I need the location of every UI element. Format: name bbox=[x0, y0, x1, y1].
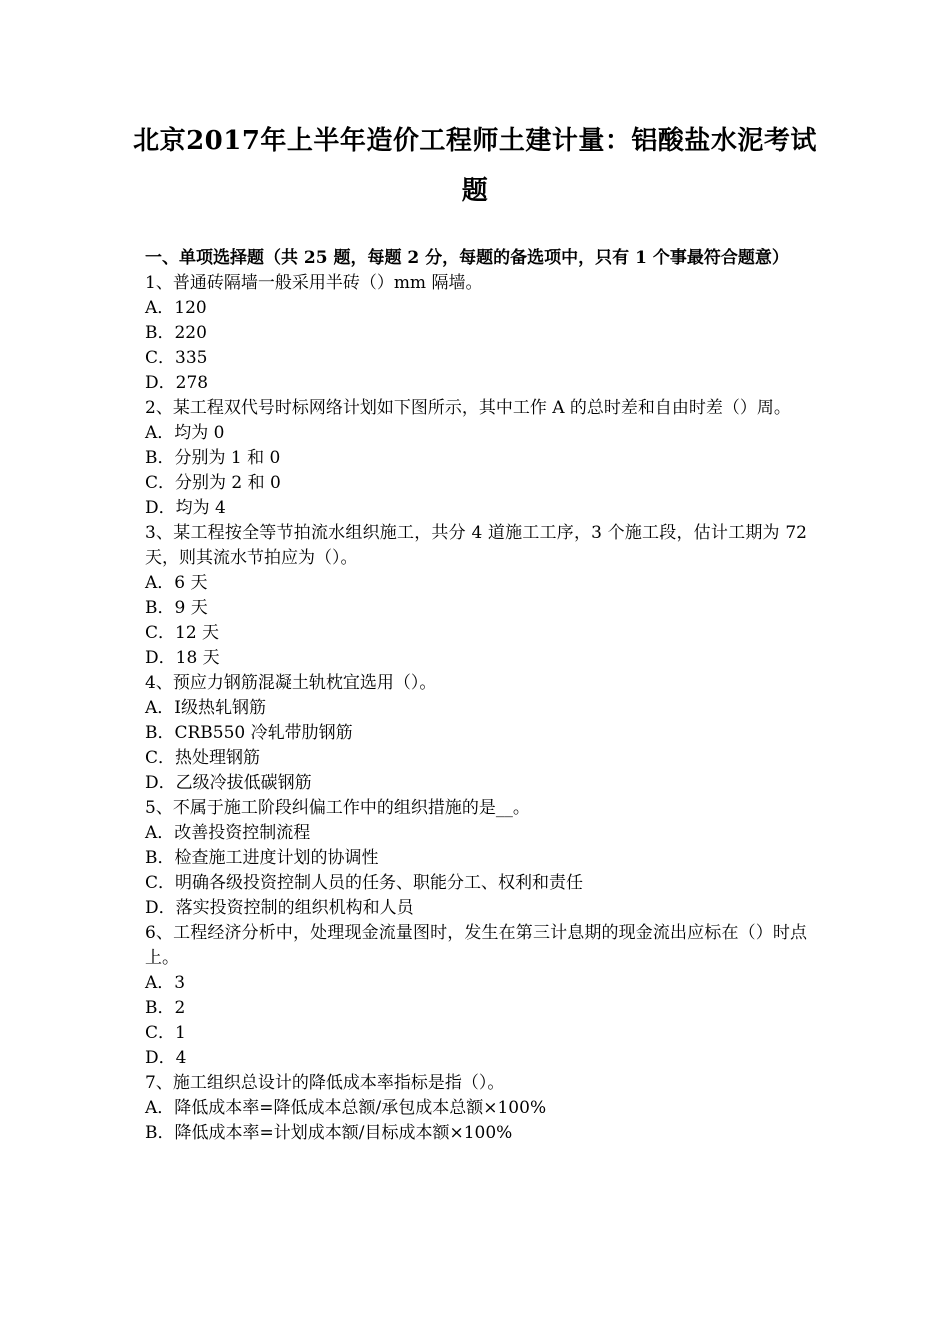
option-b: B．9 天 bbox=[145, 598, 208, 618]
option-a: A．均为 0 bbox=[145, 423, 225, 443]
option-c: C．热处理钢筋 bbox=[145, 748, 261, 768]
option-a: A．120 bbox=[145, 298, 207, 318]
option-d: D．落实投资控制的组织机构和人员 bbox=[145, 898, 414, 918]
question-1 bbox=[145, 271, 807, 396]
option-d: D．4 bbox=[145, 1048, 187, 1068]
question-text: 4、预应力钢筋混凝土轨枕宜选用（）。 bbox=[145, 673, 437, 693]
question-6 bbox=[145, 921, 807, 1071]
option-d: D．均为 4 bbox=[145, 498, 226, 518]
option-b: B．检查施工进度计划的协调性 bbox=[145, 848, 379, 868]
option-c: C．分别为 2 和 0 bbox=[145, 473, 281, 493]
option-d: D．乙级冷拔低碳钢筋 bbox=[145, 773, 312, 793]
option-b: B．220 bbox=[145, 323, 207, 343]
option-a: A．3 bbox=[145, 973, 186, 993]
question-text: 3、某工程按全等节拍流水组织施工，共分 4 道施工工序，3 个施工段，估计工期为 72 天，则其流水节拍应为（）。 bbox=[145, 523, 807, 568]
option-b: B．2 bbox=[145, 998, 186, 1018]
option-c: C．12 天 bbox=[145, 623, 220, 643]
question-2 bbox=[145, 396, 807, 521]
option-c: C．335 bbox=[145, 348, 208, 368]
question-text: 7、施工组织总设计的降低成本率指标是指（）。 bbox=[145, 1073, 505, 1093]
question-7 bbox=[145, 1071, 807, 1146]
document-content bbox=[145, 246, 807, 1146]
option-c: C．明确各级投资控制人员的任务、职能分工、权利和责任 bbox=[145, 873, 584, 893]
question-5 bbox=[145, 796, 807, 921]
option-c: C．1 bbox=[145, 1023, 186, 1043]
question-text: 2、某工程双代号时标网络计划如下图所示，其中工作 A 的总时差和自由时差（）周。 bbox=[145, 398, 791, 418]
option-b: B．CRB550 冷轧带肋钢筋 bbox=[145, 723, 353, 743]
option-a: A．6 天 bbox=[145, 573, 208, 593]
option-a: A．Ⅰ级热轧钢筋 bbox=[145, 698, 266, 718]
section-heading: 一、单项选择题（共 25 题，每题 2 分，每题的备选项中，只有 1 个事最符合题意） bbox=[145, 248, 789, 268]
option-a: A．改善投资控制流程 bbox=[145, 823, 311, 843]
question-text: 1、普通砖隔墙一般采用半砖（）mm 隔墙。 bbox=[145, 273, 483, 293]
document-title: 北京2017年上半年造价工程师土建计量：铝酸盐水泥考试题 bbox=[133, 126, 817, 206]
option-b: B．降低成本率=计划成本额/目标成本额×100% bbox=[145, 1123, 513, 1143]
option-b: B．分别为 1 和 0 bbox=[145, 448, 281, 468]
option-d: D．278 bbox=[145, 373, 209, 393]
option-d: D．18 天 bbox=[145, 648, 220, 668]
question-3 bbox=[145, 521, 807, 671]
question-4 bbox=[145, 671, 807, 796]
question-text: 5、不属于施工阶段纠偏工作中的组织措施的是__。 bbox=[145, 798, 530, 818]
option-a: A．降低成本率=降低成本总额/承包成本总额×100% bbox=[145, 1098, 547, 1118]
question-text: 6、工程经济分析中，处理现金流量图时，发生在第三计息期的现金流出应标在（）时点上。 bbox=[145, 923, 807, 968]
